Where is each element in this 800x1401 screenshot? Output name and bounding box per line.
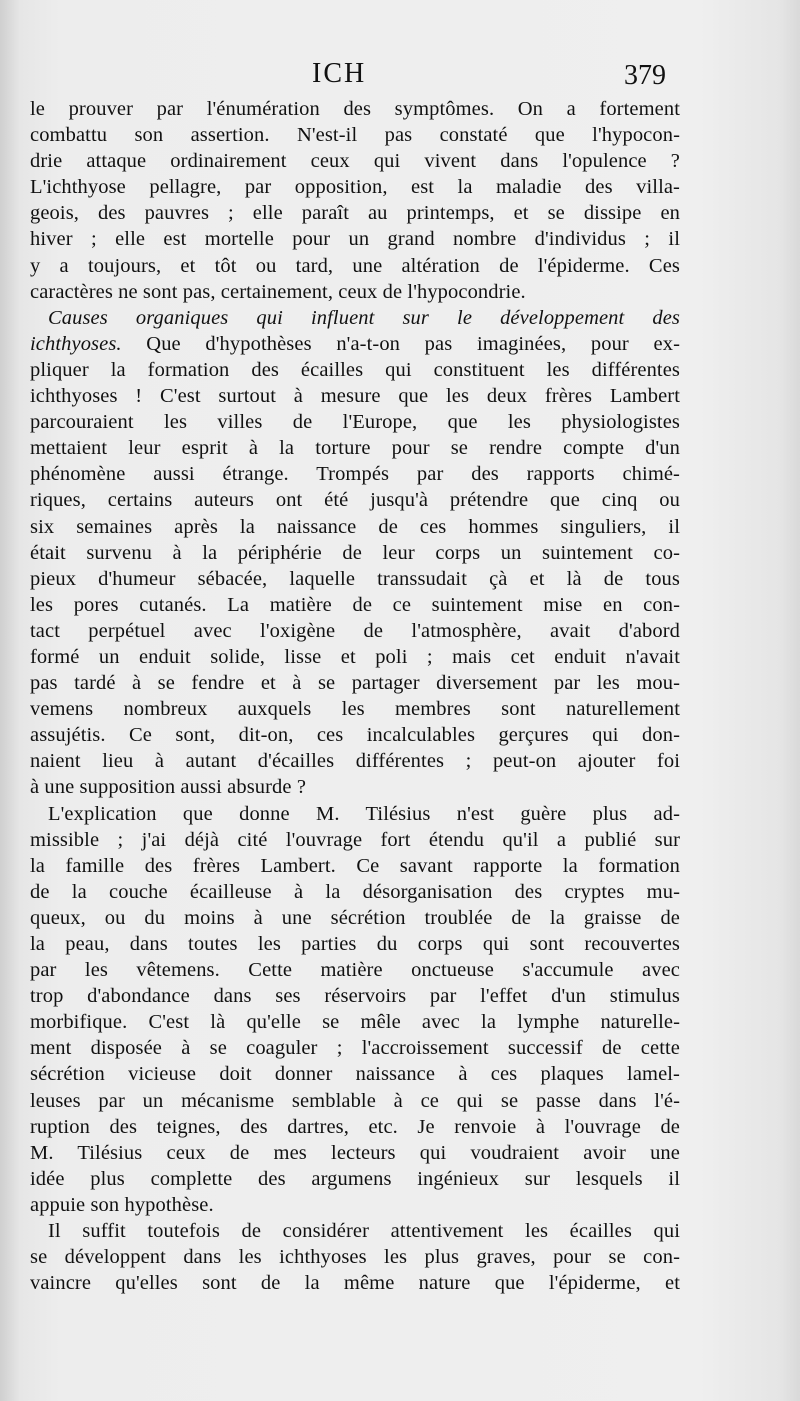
text-line: queux, ou du moins à une sécrétion troublée de la graisse de (30, 906, 680, 929)
text-line: hiver ; elle est mortelle pour un grand nombre d'individus ; il (30, 228, 680, 251)
text-line: phénomène aussi étrange. Trompés par des rapports chimé- (30, 463, 680, 486)
text-line: sécrétion vicieuse doit donner naissance à ces plaques lamel- (30, 1063, 680, 1086)
paragraph-start: Il suffit toutefois de considérer attentivement les écailles qui (48, 1220, 680, 1243)
text-line: tact perpétuel avec l'oxigène de l'atmosphère, avait d'abord (30, 619, 680, 642)
body-text (30, 96, 680, 1296)
text-line: les pores cutanés. La matière de ce suintement mise en con- (30, 593, 680, 616)
text-line: appuie son hypothèse. (30, 1193, 214, 1216)
text-line: était survenu à la périphérie de leur corps un suintement co- (30, 541, 680, 564)
text-line: riques, certains auteurs ont été jusqu'à prétendre que cinq ou (30, 489, 680, 512)
text-line-rest: Que d'hypothèses n'a-t-on pas imaginées, pour ex- (121, 332, 680, 355)
text-line: de la couche écailleuse à la désorganisation des cryptes mu- (30, 880, 680, 903)
text-line: mettaient leur esprit à la torture pour se rendre compte d'un (30, 437, 680, 460)
text-line: leuses par un mécanisme semblable à ce qui se passe dans l'é- (30, 1089, 680, 1112)
text-line: six semaines après la naissance de ces hommes singuliers, il (30, 515, 680, 538)
page-number: 379 (624, 60, 666, 91)
text-line: y a toujours, et tôt ou tard, une altération de l'épiderme. Ces (30, 254, 680, 277)
paragraph-start: L'explication que donne M. Tilésius n'est guère plus ad- (48, 802, 680, 825)
text-line: pliquer la formation des écailles qui constituent les différentes (30, 358, 680, 381)
text-line: la famille des frères Lambert. Ce savant rapporte la formation (30, 854, 680, 877)
text-line: geois, des pauvres ; elle paraît au printemps, et se dissipe en (30, 202, 680, 225)
text-line: trop d'abondance dans ses réservoirs par l'effet d'un stimulus (30, 985, 680, 1008)
text-line: missible ; j'ai déjà cité l'ouvrage fort étendu qu'il a publié sur (30, 828, 680, 851)
text-line: parcouraient les villes de l'Europe, que les physiologistes (30, 411, 680, 434)
text-line: ment disposée à se coaguler ; l'accroissement successif de cette (30, 1037, 680, 1060)
page-header (0, 58, 800, 98)
text-line: drie attaque ordinairement ceux qui vivent dans l'opulence ? (30, 150, 680, 173)
text-line: ichthyoses ! C'est surtout à mesure que les deux frères Lambert (30, 385, 680, 408)
text-line: par les vêtemens. Cette matière onctueuse s'accumule avec (30, 959, 680, 982)
text-line: naient lieu à autant d'écailles différentes ; peut-on ajouter foi (30, 750, 680, 773)
text-line: à une supposition aussi absurde ? (30, 776, 307, 799)
text-line: L'ichthyose pellagre, par opposition, est la maladie des villa- (30, 176, 680, 199)
text-line: la peau, dans toutes les parties du corps qui sont recouvertes (30, 933, 680, 955)
text-line (30, 331, 680, 357)
text-line: pieux d'humeur sébacée, laquelle transsudait çà et là de tous (30, 567, 680, 590)
text-line: le prouver par l'énumération des symptômes. On a fortement (30, 98, 680, 120)
text-line: assujétis. Ce sont, dit-on, ces incalculables gerçures qui don- (30, 724, 680, 747)
text-line: idée plus complette des argumens ingénieux sur lesquels il (30, 1167, 680, 1190)
text-line: formé un enduit solide, lisse et poli ; mais cet enduit n'avait (30, 645, 680, 668)
text-line: se développent dans les ichthyoses les plus graves, pour se con- (30, 1246, 680, 1269)
running-head: ICH (312, 58, 367, 89)
text-line: ruption des teignes, des dartres, etc. Je renvoie à l'ouvrage de (30, 1115, 680, 1138)
text-line: vaincre qu'elles sont de la même nature que l'épiderme, et (30, 1272, 680, 1295)
section-heading-italic: Causes organiques qui influent sur le développement des (48, 306, 680, 329)
text-line: morbifique. C'est là qu'elle se mêle avec la lymphe naturelle- (30, 1011, 680, 1034)
text-line: pas tardé à se fendre et à se partager diversement par les mou- (30, 672, 680, 695)
section-heading-italic-end: ichthyoses. (30, 332, 122, 355)
text-line: caractères ne sont pas, certainement, ceux de l'hypocondrie. (30, 280, 526, 303)
text-line: M. Tilésius ceux de mes lecteurs qui voudraient avoir une (30, 1141, 680, 1164)
text-line: combattu son assertion. N'est-il pas constaté que l'hypocon- (30, 124, 680, 147)
text-line: vemens nombreux auxquels les membres sont naturellement (30, 698, 680, 721)
